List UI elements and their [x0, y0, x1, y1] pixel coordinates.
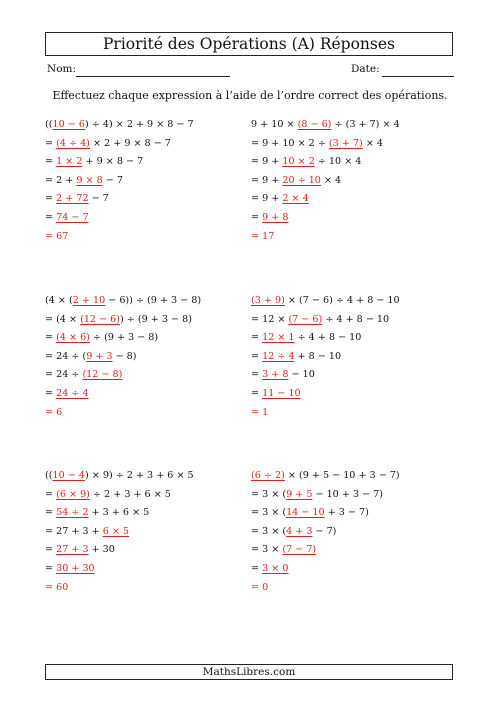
highlighted-operation: 2 + 10: [72, 295, 106, 306]
solution-step: [251, 190, 400, 209]
highlighted-operation: 3 + 8: [262, 369, 289, 381]
highlighted-operation: 2 × 4: [282, 193, 309, 205]
expression-text: =: [251, 332, 263, 344]
solution-step: [45, 190, 194, 209]
date-field-line[interactable]: [382, 76, 454, 77]
expression-text: (4 × (: [45, 295, 73, 306]
solution-step: [251, 504, 400, 523]
expression-text: = 9 + 10 × 2 ÷: [251, 137, 329, 149]
solution-step: [251, 541, 400, 560]
solution-step: [45, 560, 194, 579]
highlighted-operation: 74 − 7: [56, 211, 89, 223]
expression-text: = 12 ×: [251, 313, 289, 325]
solution-step: [45, 135, 194, 154]
highlighted-operation: 2 + 72: [56, 193, 89, 205]
expression-text: =: [45, 156, 57, 168]
solution-step: [45, 329, 201, 348]
highlighted-operation: 30 + 30: [56, 562, 95, 574]
expression-text: = (4 ×: [45, 313, 81, 325]
expression-text: = 3 × (: [251, 507, 287, 519]
expression-text: ÷ 4 + 8 − 10: [322, 313, 390, 325]
solution-step: [251, 404, 400, 423]
highlighted-operation: 4 + 3: [286, 525, 313, 537]
expression-text: = 2 +: [45, 174, 77, 186]
expression-text: =: [251, 211, 263, 223]
highlighted-operation: 9 × 8: [76, 174, 103, 186]
name-date-row: [45, 63, 455, 79]
highlighted-operation: (7 − 7): [282, 544, 317, 556]
solution-step: [251, 311, 400, 330]
highlighted-operation: 12 × 1: [262, 332, 295, 344]
expression-text: =: [45, 544, 57, 556]
expression-text: =: [45, 562, 57, 574]
final-answer: = 60: [45, 581, 69, 593]
solution-step: [45, 523, 194, 542]
highlighted-operation: (7 − 6): [288, 313, 323, 325]
expression-text: = 3 × (: [251, 488, 287, 500]
expression-text: = 3 × (: [251, 525, 287, 537]
expression-text: = 9 +: [251, 193, 283, 205]
problem-expression: [45, 116, 194, 135]
highlighted-operation: 10 − 6: [52, 119, 85, 130]
problem-4: [251, 292, 400, 422]
problem-expression: [45, 292, 201, 311]
footer: [45, 664, 453, 680]
final-answer: = 0: [251, 581, 269, 593]
expression-text: =: [45, 387, 57, 399]
solution-step: [45, 153, 194, 172]
solution-step: [251, 523, 400, 542]
problem-expression: [45, 467, 194, 486]
expression-text: × (7 − 6) ÷ 4 + 8 − 10: [284, 295, 400, 306]
title-text: Priorité des Opérations (A) Réponses: [102, 35, 395, 53]
expression-text: =: [45, 488, 57, 500]
problem-5: [45, 467, 194, 597]
expression-text: + 9 × 8 − 7: [82, 156, 144, 168]
solution-step: [45, 348, 201, 367]
highlighted-operation: 9 + 3: [86, 350, 113, 362]
expression-text: =: [45, 211, 57, 223]
expression-text: − 10: [288, 369, 315, 381]
solution-step: [45, 404, 201, 423]
expression-text: =: [251, 387, 263, 399]
highlighted-operation: (12 − 6): [80, 313, 121, 325]
solution-step: [45, 172, 194, 191]
expression-text: = 24 ÷: [45, 369, 83, 381]
highlighted-operation: 24 ÷ 4: [56, 387, 89, 399]
highlighted-operation: 20 ÷ 10: [282, 174, 321, 186]
problem-expression: [251, 116, 400, 135]
problem-expression: [251, 292, 400, 311]
solution-step: [251, 579, 400, 598]
expression-text: =: [45, 193, 57, 205]
expression-text: ) × 9) ÷ 2 + 3 + 6 × 5: [84, 470, 194, 481]
solution-step: [251, 329, 400, 348]
expression-text: − 7): [312, 525, 337, 537]
expression-text: =: [251, 350, 263, 362]
solution-step: [45, 209, 194, 228]
name-field-line[interactable]: [76, 76, 230, 77]
expression-text: ) ÷ (9 + 3 − 8): [120, 313, 192, 325]
date-label: Date:: [351, 63, 380, 75]
solution-step: [251, 486, 400, 505]
solution-step: [251, 228, 400, 247]
expression-text: =: [251, 562, 263, 574]
expression-text: 9 + 10 ×: [251, 119, 298, 130]
highlighted-operation: (3 + 7): [328, 137, 363, 149]
expression-text: + 3 + 6 × 5: [88, 507, 150, 519]
footer-site[interactable]: MathsLibres.com: [202, 666, 296, 678]
expression-text: + 30: [88, 544, 115, 556]
final-answer: = 17: [251, 230, 275, 242]
final-answer: = 1: [251, 406, 269, 418]
highlighted-operation: 27 + 3: [56, 544, 89, 556]
instructions: Effectuez chaque expression à l’aide de l’ordre correct des opérations.: [52, 89, 448, 102]
solution-step: [45, 311, 201, 330]
expression-text: ÷ 2 + 3 + 6 × 5: [89, 488, 171, 500]
solution-step: [45, 504, 194, 523]
highlighted-operation: 3 × 0: [262, 562, 289, 574]
expression-text: ((: [45, 119, 53, 130]
expression-text: − 6)) ÷ (9 + 3 − 8): [105, 295, 202, 306]
solution-step: [45, 366, 201, 385]
highlighted-operation: (6 × 9): [56, 488, 90, 500]
highlighted-operation: (8 − 6): [297, 119, 332, 130]
solution-step: [251, 385, 400, 404]
highlighted-operation: (4 × 6): [56, 332, 90, 344]
highlighted-operation: 1 × 2: [56, 156, 83, 168]
highlighted-operation: 10 − 4: [52, 470, 85, 481]
expression-text: ((: [45, 470, 53, 481]
solution-step: [251, 366, 400, 385]
expression-text: =: [45, 507, 57, 519]
expression-text: ÷ (3 + 7) × 4: [331, 119, 400, 130]
expression-text: × (9 + 5 − 10 + 3 − 7): [284, 470, 400, 481]
highlighted-operation: 9 + 5: [286, 488, 313, 500]
expression-text: = 24 ÷ (: [45, 350, 87, 362]
expression-text: − 7: [88, 193, 109, 205]
expression-text: − 7: [102, 174, 123, 186]
highlighted-operation: 12 ÷ 4: [262, 350, 295, 362]
problem-2: [251, 116, 400, 246]
solution-step: [45, 541, 194, 560]
highlighted-operation: (3 + 9): [251, 295, 285, 306]
expression-text: =: [45, 137, 57, 149]
expression-text: = 3 ×: [251, 544, 283, 556]
solution-step: [45, 579, 194, 598]
solution-step: [251, 153, 400, 172]
highlighted-operation: (4 ÷ 4): [56, 137, 90, 149]
problem-expression: [251, 467, 400, 486]
solution-step: [251, 135, 400, 154]
expression-text: ÷ 10 × 4: [314, 156, 362, 168]
solution-step: [45, 385, 201, 404]
expression-text: ÷ (9 + 3 − 8): [89, 332, 159, 344]
solution-step: [251, 209, 400, 228]
highlighted-operation: 10 × 2: [282, 156, 315, 168]
expression-text: × 4: [362, 137, 384, 149]
expression-text: + 3 − 7): [324, 507, 369, 519]
expression-text: = 9 +: [251, 156, 283, 168]
highlighted-operation: 14 − 10: [286, 507, 325, 519]
expression-text: =: [45, 332, 57, 344]
expression-text: ) ÷ 4) × 2 + 9 × 8 − 7: [84, 119, 194, 130]
expression-text: × 4: [320, 174, 342, 186]
solution-step: [45, 486, 194, 505]
highlighted-operation: 54 ÷ 2: [56, 507, 89, 519]
expression-text: − 8): [112, 350, 137, 362]
highlighted-operation: 9 + 8: [262, 211, 289, 223]
expression-text: =: [251, 369, 263, 381]
highlighted-operation: 6 × 5: [102, 525, 130, 537]
solution-step: [251, 560, 400, 579]
problem-6: [251, 467, 400, 597]
problem-3: [45, 292, 201, 422]
final-answer: = 6: [45, 406, 63, 418]
expression-text: + 8 − 10: [294, 350, 342, 362]
highlighted-operation: 11 − 10: [262, 387, 301, 399]
expression-text: − 10 + 3 − 7): [312, 488, 384, 500]
expression-text: = 27 + 3 +: [45, 525, 103, 537]
worksheet-title: [45, 32, 453, 56]
highlighted-operation: (6 ÷ 2): [251, 470, 285, 481]
solution-step: [45, 228, 194, 247]
final-answer: = 67: [45, 230, 69, 242]
name-label: Nom:: [47, 63, 77, 75]
problem-1: [45, 116, 194, 246]
expression-text: = 9 +: [251, 174, 283, 186]
highlighted-operation: (12 − 8): [82, 369, 123, 381]
expression-text: ÷ 4 + 8 − 10: [294, 332, 362, 344]
solution-step: [251, 172, 400, 191]
solution-step: [251, 348, 400, 367]
expression-text: × 2 + 9 × 8 − 7: [89, 137, 171, 149]
